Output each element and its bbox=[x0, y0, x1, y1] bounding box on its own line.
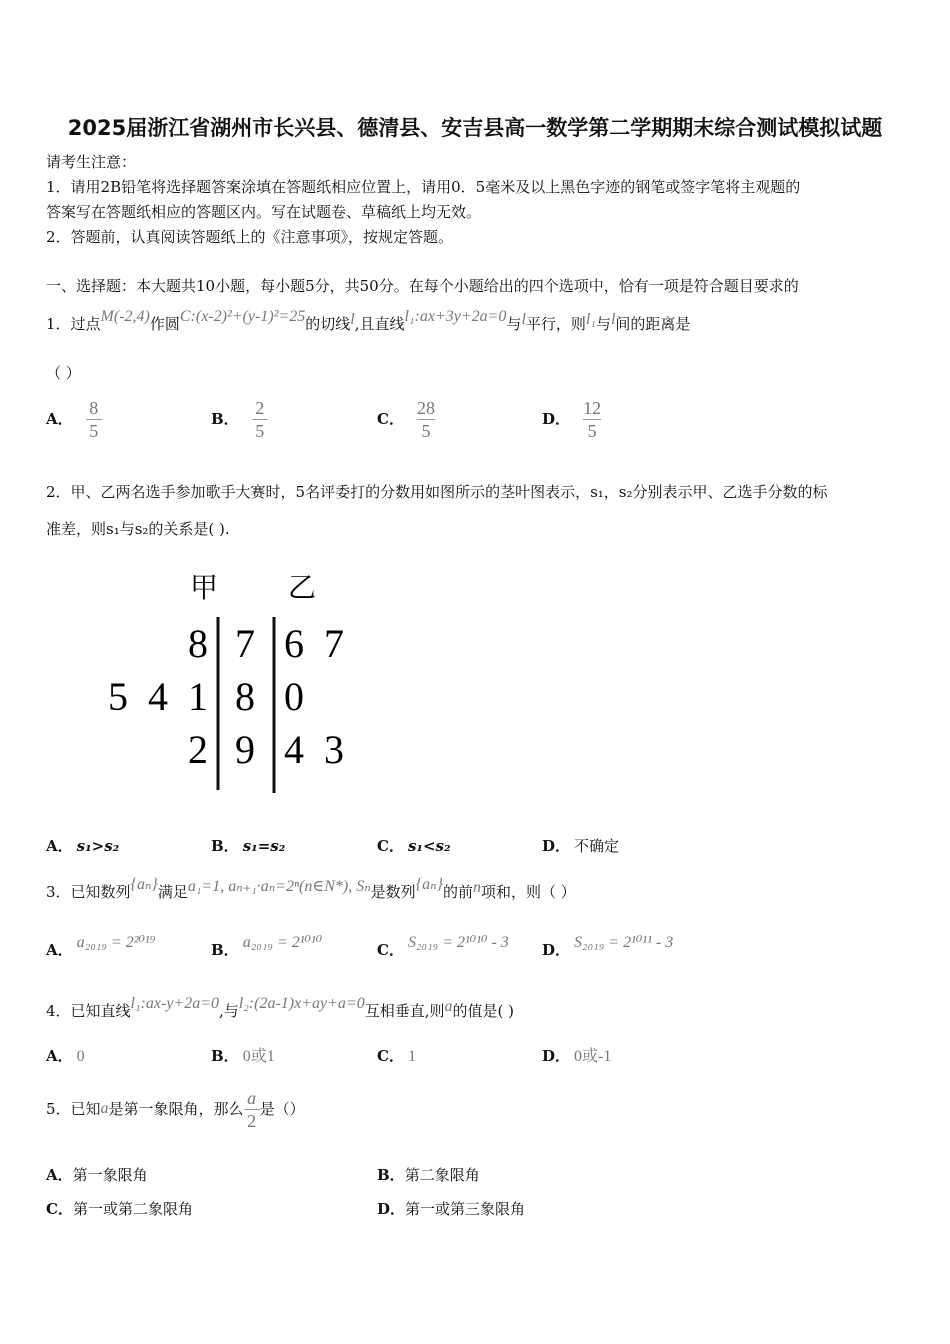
q1-option-b-den: 5 bbox=[255, 421, 265, 441]
q5-option-d-text: 第一或第三象限角 bbox=[405, 1200, 526, 1218]
q4-text-3: 的值是( ) bbox=[452, 1002, 514, 1020]
q5-fraction-den: 2 bbox=[247, 1110, 257, 1131]
q1-text-4: 与 bbox=[506, 315, 522, 333]
q2-option-d-text: 不确定 bbox=[574, 837, 620, 855]
q1-option-c-num: 28 bbox=[417, 398, 436, 418]
stem-leaf-row1-left: 8 bbox=[188, 621, 208, 666]
q2-option-d[interactable] bbox=[542, 836, 619, 856]
notice-line-2: 答案写在答题纸相应的答题区内。写在试题卷、草稿纸上均无效。 bbox=[46, 203, 482, 221]
q4-option-b[interactable] bbox=[211, 1046, 275, 1067]
q5-text-2: 是（） bbox=[259, 1100, 305, 1118]
q5-option-a-label: A． bbox=[46, 1166, 73, 1184]
notice-heading: 请考生注意： bbox=[46, 153, 137, 171]
q3-text-4: 项和，则（ ） bbox=[480, 883, 576, 901]
q5-option-b-label: B． bbox=[377, 1166, 405, 1184]
q4-option-d-label: D． bbox=[542, 1047, 571, 1065]
stem-leaf-diagram bbox=[80, 565, 380, 800]
q1-option-d-num: 12 bbox=[583, 398, 602, 418]
q1-line: l₁:ax+3y+2a=0 bbox=[404, 308, 507, 325]
q4-option-c-text: 1 bbox=[407, 1048, 416, 1065]
q3-option-b-text: a₂₀₁₉ = 2¹⁰¹⁰ bbox=[242, 934, 323, 951]
q3-sequence: {aₙ} bbox=[130, 876, 158, 893]
q3-option-a[interactable] bbox=[46, 934, 156, 961]
q5-a: a bbox=[100, 1100, 109, 1117]
q1-option-a-num: 8 bbox=[89, 398, 99, 418]
q1-text-1: 作圆 bbox=[149, 315, 180, 333]
q4-option-c[interactable] bbox=[377, 1046, 416, 1067]
page-title: 2025届浙江省湖州市长兴县、德清县、安吉县高一数学第二学期期末综合测试模拟试题 bbox=[67, 116, 883, 140]
q1-l: l bbox=[350, 311, 355, 328]
q4-option-d[interactable] bbox=[542, 1046, 611, 1067]
q4-line-2: l₂:(2a-1)x+ay+a=0 bbox=[238, 995, 365, 1012]
q3-option-b[interactable] bbox=[211, 934, 323, 961]
q1-option-c-fraction bbox=[417, 397, 435, 442]
q1-point: M(-2,4) bbox=[100, 308, 150, 325]
q3-option-d[interactable] bbox=[542, 934, 674, 961]
q4-line-1: l₁:ax-y+2a=0 bbox=[130, 995, 220, 1012]
q1-option-d-fraction bbox=[583, 397, 601, 442]
q1-circle: C:(x-2)²+(y-1)²=25 bbox=[179, 308, 306, 325]
q3-prefix: 3．已知数列 bbox=[46, 883, 131, 901]
q5-option-d-label: D． bbox=[377, 1200, 406, 1218]
q3-text-2: 是数列 bbox=[370, 883, 416, 901]
q4-a: a bbox=[444, 998, 453, 1015]
q1-l-2: l bbox=[521, 311, 526, 328]
q1-option-d-den: 5 bbox=[587, 421, 597, 441]
q2-option-b-label: B． bbox=[211, 837, 239, 855]
q3-option-a-label: A． bbox=[46, 941, 73, 959]
q1-option-c[interactable] bbox=[377, 397, 435, 442]
q3-sequence-2: {aₙ} bbox=[415, 876, 443, 893]
q4-option-b-text: 0或1 bbox=[242, 1048, 275, 1065]
q1-text-2: 的切线 bbox=[305, 315, 351, 333]
q2-option-a-text: s₁>s₂ bbox=[76, 837, 120, 855]
q4-option-d-text: 0或-1 bbox=[574, 1048, 612, 1065]
q1-option-b[interactable] bbox=[211, 397, 268, 442]
q1-option-c-den: 5 bbox=[421, 421, 431, 441]
q1-prefix: 1．过点 bbox=[46, 315, 101, 333]
stem-leaf-row3-stem: 9 bbox=[235, 727, 255, 772]
q4-prefix: 4．已知直线 bbox=[46, 1002, 131, 1020]
q1-option-c-label: C． bbox=[377, 410, 404, 428]
q5-option-b-text: 第二象限角 bbox=[404, 1166, 480, 1184]
q2-option-c-text: s₁<s₂ bbox=[407, 837, 451, 855]
q1-text-6: 与 bbox=[595, 315, 611, 333]
q5-text-1: 是第一象限角，那么 bbox=[108, 1100, 244, 1118]
q2-option-b[interactable] bbox=[211, 836, 285, 856]
q3-option-d-text: S₂₀₁₉ = 2¹⁰¹¹ - 3 bbox=[574, 934, 674, 951]
q1-option-d-label: D． bbox=[542, 410, 571, 428]
q1-paren: （ ） bbox=[46, 364, 81, 382]
q1-option-d[interactable] bbox=[542, 397, 601, 442]
q5-fraction-num: a bbox=[247, 1087, 257, 1108]
q1-text-3: ,且直线 bbox=[354, 315, 405, 333]
q4-text-2: 互相垂直,则 bbox=[364, 1002, 445, 1020]
section-heading: 一、选择题：本大题共10小题，每小题5分，共50分。在每个小题给出的四个选项中，恰有一项是符合题目要求的 bbox=[46, 277, 799, 295]
q3-text-1: 满足 bbox=[157, 883, 188, 901]
q1-l-3: l bbox=[610, 311, 616, 328]
q5-option-a[interactable] bbox=[46, 1165, 148, 1185]
q5-option-c-text: 第一或第二象限角 bbox=[72, 1200, 193, 1218]
q2-option-a-label: A． bbox=[46, 837, 73, 855]
stem-leaf-row1-right: 6 7 bbox=[284, 621, 344, 666]
q1-option-a-label: A． bbox=[46, 410, 73, 428]
q1-l1: l₁ bbox=[585, 311, 596, 328]
q3-option-c-text: S₂₀₁₉ = 2¹⁰¹⁰ - 3 bbox=[407, 934, 509, 951]
q4-option-a[interactable] bbox=[46, 1046, 85, 1067]
notice-line-3: 2．答题前，认真阅读答题纸上的《注意事项》，按规定答题。 bbox=[46, 228, 454, 246]
q1-option-b-num: 2 bbox=[255, 398, 265, 418]
q3-option-c-label: C． bbox=[377, 941, 404, 959]
q3-option-d-label: D． bbox=[542, 941, 571, 959]
q5-option-a-text: 第一象限角 bbox=[72, 1166, 148, 1184]
q1-text-5: 平行，则 bbox=[525, 315, 586, 333]
q3-option-a-text: a₂₀₁₉ = 2²⁰¹⁹ bbox=[76, 934, 156, 951]
stem-leaf-row3-right: 4 3 bbox=[284, 727, 344, 772]
q1-option-b-fraction bbox=[252, 397, 268, 442]
stem-leaf-row2-stem: 8 bbox=[235, 674, 255, 719]
q1-option-b-label: B． bbox=[211, 410, 239, 428]
q3-text-3: 的前 bbox=[442, 883, 473, 901]
q2-option-c[interactable] bbox=[377, 836, 451, 856]
q2-option-d-label: D． bbox=[542, 837, 571, 855]
question-4 bbox=[46, 995, 514, 1022]
q4-option-c-label: C． bbox=[377, 1047, 404, 1065]
q1-text-7: 间的距离是 bbox=[615, 315, 691, 333]
q2-line-2: 准差，则s₁与s₂的关系是( ). bbox=[46, 520, 230, 538]
stem-leaf-row2-left: 5 4 1 bbox=[108, 674, 208, 719]
q5-option-b[interactable] bbox=[377, 1165, 480, 1185]
q3-n: n bbox=[472, 879, 481, 896]
q1-option-a-fraction bbox=[86, 397, 102, 442]
notice-line-1: 1．请用2B铅笔将选择题答案涂填在答题纸相应位置上，请用0．5毫米及以上黑色字迹的钢笔或签字笔将主观题的 bbox=[46, 178, 801, 196]
q5-option-d[interactable] bbox=[377, 1199, 525, 1219]
q5-option-c-label: C． bbox=[46, 1200, 73, 1218]
q4-option-a-label: A． bbox=[46, 1047, 73, 1065]
q1-option-a-den: 5 bbox=[89, 421, 99, 441]
q3-option-b-label: B． bbox=[211, 941, 239, 959]
stem-leaf-row3-left: 2 bbox=[188, 727, 208, 772]
q2-option-a[interactable] bbox=[46, 836, 119, 856]
question-5 bbox=[46, 1083, 305, 1135]
stem-leaf-row1-stem: 7 bbox=[235, 621, 255, 666]
q5-option-c[interactable] bbox=[46, 1199, 193, 1219]
q5-fraction bbox=[244, 1087, 260, 1132]
stem-leaf-row2-right: 0 bbox=[284, 674, 304, 719]
q3-condition: a₁=1, aₙ₊₁·aₙ=2ⁿ(n∈N*), Sₙ bbox=[187, 878, 371, 895]
q4-option-a-text: 0 bbox=[76, 1048, 85, 1065]
question-3 bbox=[46, 876, 576, 903]
q4-option-b-label: B． bbox=[211, 1047, 239, 1065]
q1-option-a[interactable] bbox=[46, 397, 102, 442]
stem-leaf-header-right: 乙 bbox=[288, 573, 317, 604]
question-1 bbox=[46, 308, 691, 335]
q2-option-c-label: C． bbox=[377, 837, 404, 855]
stem-leaf-header-left: 甲 bbox=[190, 573, 219, 604]
q2-option-b-text: s₁=s₂ bbox=[242, 837, 286, 855]
q4-text-1: ,与 bbox=[219, 1002, 239, 1020]
q2-line-1: 2．甲、乙两名选手参加歌手大赛时，5名评委打的分数用如图所示的茎叶图表示，s₁，s₂分别表示甲、乙选手分数的标 bbox=[46, 483, 828, 501]
q5-prefix: 5．已知 bbox=[46, 1100, 101, 1118]
q3-option-c[interactable] bbox=[377, 934, 509, 961]
